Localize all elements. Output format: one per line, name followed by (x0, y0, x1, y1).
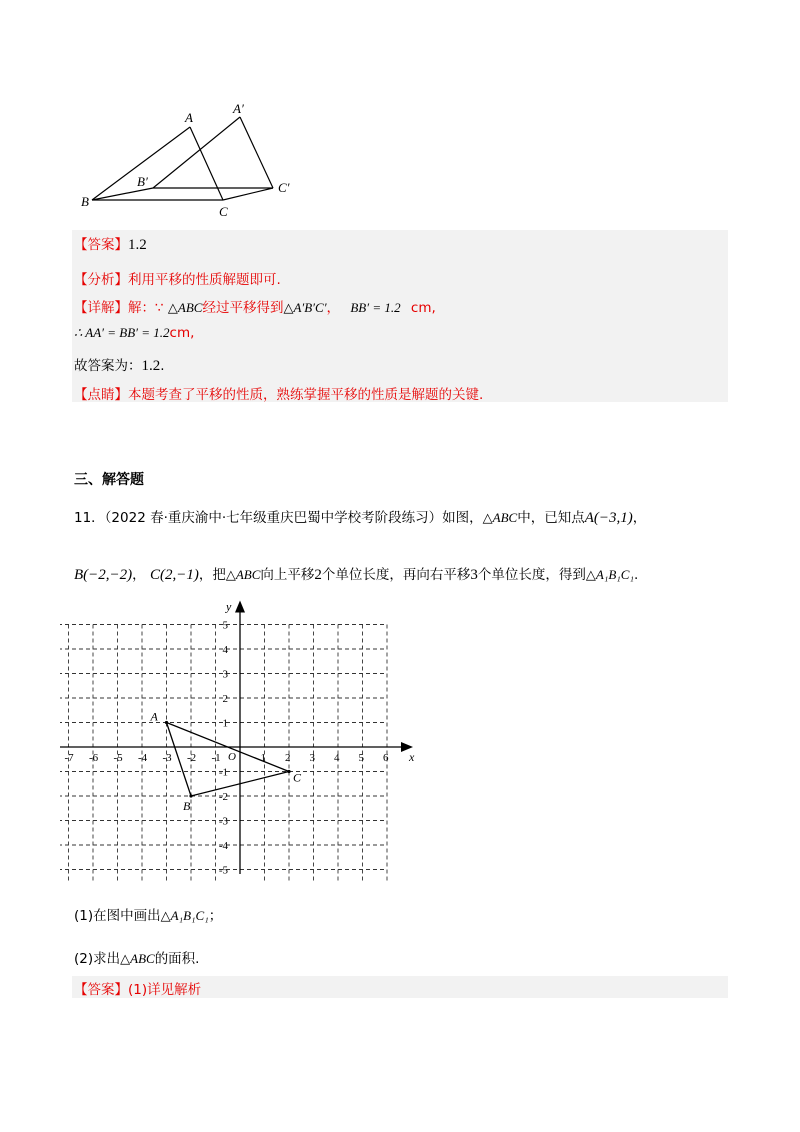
analysis-tag: 【分析】 (74, 272, 128, 288)
seg-A2C2 (240, 117, 273, 188)
x-tick-label: 2 (285, 752, 291, 764)
seg-BA (92, 127, 190, 200)
q11-line1 (74, 506, 646, 527)
q11-line2-tri2: △A₁B₁C₁ (585, 567, 634, 582)
y-tick-label: 4 (222, 644, 228, 656)
q11-sub2-pre: (2)求出 (74, 951, 121, 967)
x-tick-label: 6 (383, 752, 389, 764)
detail-mid: 经过平移得到 (202, 300, 284, 316)
y-tick-label: -5 (218, 864, 228, 877)
analysis-text: 利用平移的性质解题即可. (128, 272, 281, 288)
origin-label: O (228, 751, 236, 763)
section-title: 三、解答题 (74, 472, 144, 488)
x-tick-label: -7 (64, 752, 74, 764)
so-answer-value: 1.2 (141, 358, 161, 374)
label-B-prime: B′ (137, 174, 148, 189)
x-tick-label: 1 (260, 752, 266, 764)
comment-tag: 【点睛】 (74, 387, 128, 403)
label-C: C (219, 204, 228, 219)
x-axis-label: x (409, 750, 415, 764)
answer-box-q10 (72, 230, 728, 402)
comment-text: 本题考查了平移的性质，熟练掌握平移的性质是解题的关键. (128, 387, 484, 403)
q11-answer-line (74, 978, 201, 998)
q11-shift-right: 3 (470, 567, 478, 583)
translation-figure (80, 100, 310, 225)
detail-line (74, 296, 436, 316)
q11-line2-t1: ，把 (198, 567, 226, 583)
q11-line1-tri: △ABC (482, 510, 518, 525)
q11-line2-tri: △ABC (225, 567, 261, 582)
x-tick-label: 5 (358, 752, 364, 764)
q11-line2-t4: 个单位长度，得到 (477, 567, 586, 583)
seg-B2A2 (153, 117, 240, 188)
q11-line2-c1: ， (132, 567, 146, 583)
label-C-prime: C′ (278, 180, 290, 195)
q11-line2-end: . (634, 567, 639, 583)
q11-shift-up: 2 (314, 567, 322, 583)
seg-CC2 (223, 188, 273, 200)
q11-point-C: C(2,−1) (149, 567, 199, 583)
y-tick-label: 1 (222, 717, 228, 730)
q11-sub2-tri: △ABC (120, 951, 155, 966)
x-tick-label: -5 (113, 752, 123, 764)
q11-line1-mid: 中，已知点 (517, 510, 585, 526)
x-tick-label: -3 (162, 752, 172, 764)
y-tick-label: -1 (218, 766, 228, 779)
y-tick-label: -3 (218, 815, 228, 828)
q11-sub1-pre: (1)在图中画出 (74, 908, 161, 924)
q11-line2 (74, 563, 638, 584)
detail-pre: 解：∵ (128, 300, 164, 316)
q11-line2-t3: 个单位长度，再向右平移 (321, 567, 471, 583)
q11-sub1-tri: △A₁B₁C₁ (160, 908, 209, 923)
q11-line1-pre: 11．（2022 春·重庆渝中·七年级重庆巴蜀中学校考阶段练习）如图， (74, 510, 483, 526)
x-tick-label: -1 (211, 752, 221, 764)
q11-line1-end: ， (632, 510, 647, 526)
coordinate-grid (60, 600, 420, 882)
q11-point-B: B(−2,−2) (74, 567, 133, 583)
detail-tag: 【详解】 (74, 300, 128, 316)
point-A (165, 721, 168, 724)
x-tick-label: 4 (334, 752, 340, 764)
answer-tag: 【答案】 (74, 237, 128, 253)
so-answer-end: . (160, 358, 165, 374)
therefore-eq: ∴ AA′ = BB′ = 1.2 (74, 325, 170, 340)
detail-tri2: △A′B′C′ (283, 300, 327, 315)
label-B: B (81, 194, 89, 209)
x-tick-label: -4 (138, 752, 148, 764)
point-C (287, 770, 290, 773)
y-axis-label: y (226, 600, 232, 614)
detail-unit: cm, (410, 300, 436, 316)
y-tick-label: 2 (222, 693, 228, 705)
q11-line2-t2: 向上平移 (260, 567, 315, 583)
detail-tri1: △ABC (167, 300, 203, 315)
x-tick-label: 3 (309, 752, 315, 764)
y-tick-label: 5 (222, 619, 228, 632)
point-label-C: C (293, 770, 302, 785)
comment-line (74, 383, 483, 403)
so-answer-text: 故答案为： (74, 358, 142, 374)
y-axis-arrow (235, 601, 245, 613)
detail-comma: ， (326, 300, 341, 316)
answer-value: 1.2 (128, 237, 147, 253)
y-tick-label: -2 (218, 791, 228, 803)
q11-sub1-end: ； (208, 908, 223, 924)
seg-BB2 (92, 188, 153, 200)
y-tick-label: -4 (218, 840, 228, 852)
q11-sub1 (74, 904, 222, 924)
point-label-B: B (183, 799, 191, 813)
so-answer-line (74, 354, 165, 375)
point-label-A: A (150, 709, 158, 724)
label-A-prime: A′ (233, 101, 244, 116)
seg-AC (190, 127, 223, 200)
q11-point-A: A(−3,1) (584, 510, 633, 526)
x-tick-label: -2 (187, 752, 197, 764)
y-tick-label: 3 (222, 668, 228, 681)
label-A: A (185, 110, 193, 125)
answer-line (74, 233, 147, 254)
q11-sub2 (74, 947, 199, 967)
detail-eq: BB′ = 1.2 (350, 300, 401, 315)
q11-sub2-end: 的面积. (154, 951, 200, 967)
analysis-line (74, 268, 281, 288)
therefore-line (74, 325, 194, 341)
x-tick-label: -6 (89, 752, 99, 764)
q11-answer-tag: 【答案】 (74, 982, 128, 998)
point-B (189, 794, 192, 797)
q11-answer-text: (1)详见解析 (128, 982, 202, 998)
therefore-unit: cm, (169, 325, 195, 341)
